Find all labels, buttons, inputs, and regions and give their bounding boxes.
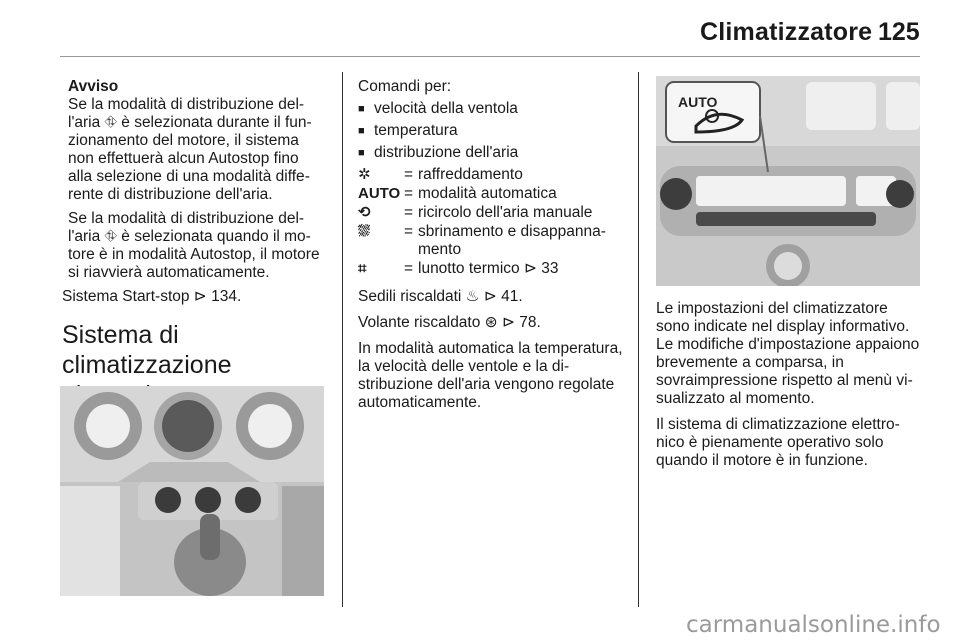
heated-wheel-reference: Volante riscaldato ⊛ ⊳ 78.: [358, 314, 541, 331]
note-paragraph-1: Se la modalità di distribuzione dell'aria ⛗ è selezionata durante il funzionamento del motore, il sistema non effettuerà alcun Autostop fino alla selezione di una modalità differente di distribuzione dell'aria.: [68, 96, 312, 203]
heated-seats-reference: Sedili riscaldati ♨ ⊳ 41.: [358, 288, 523, 305]
start-stop-reference: Sistema Start-stop ⊳ 134.: [62, 288, 242, 305]
legend-equals: =: [404, 185, 414, 202]
note-title: Avviso: [68, 78, 119, 95]
legend-text: raffreddamento: [418, 166, 523, 183]
page-header-title: Climatizzatore: [700, 18, 873, 46]
legend-text: sbrinamento e disappannamento: [418, 223, 606, 258]
legend-row-recirculation: [358, 204, 624, 222]
info-display-photo: [656, 76, 920, 286]
legend-text: lunotto termico ⊳ 33: [418, 260, 559, 277]
display-description: Le impostazioni del climatizzatore sono indicate nel display informativo. Le modifiche d'impostazione appaiono brevemente a comparsa, in sovraimpressione rispetto al menù visualizzato al momento.: [656, 300, 920, 407]
auto-button-label: AUTO: [678, 94, 718, 110]
legend-text: ricircolo dell'aria manuale: [418, 204, 593, 221]
legend-row-rear-window: [358, 260, 624, 278]
symbol-legend: [358, 166, 624, 278]
legend-equals: =: [404, 223, 414, 240]
left-column: [62, 78, 326, 410]
page-number: 125: [878, 18, 920, 46]
legend-equals: =: [404, 166, 414, 183]
controls-intro: Comandi per:: [358, 78, 452, 95]
legend-equals: =: [404, 204, 414, 221]
list-item: ■ velocità della ventola: [358, 100, 624, 118]
right-column: [656, 300, 922, 478]
legend-row-defrost: [358, 223, 624, 259]
rear-window-heating-icon: ⌗: [358, 260, 367, 277]
column-divider-1: [342, 72, 343, 607]
header-rule: [60, 56, 920, 57]
auto-icon: AUTO: [358, 185, 401, 202]
legend-row-cooling: [358, 166, 624, 184]
section-title: Sistema di climatizzazione: [62, 321, 232, 379]
list-item: ■ temperatura: [358, 122, 624, 140]
operative-note: Il sistema di climatizzazione elettronico è pienamente operativo solo quando il motore è in funzione.: [656, 416, 900, 469]
controls-list: [358, 100, 624, 162]
climate-panel-photo: [60, 386, 324, 596]
note-box: [68, 78, 326, 282]
snowflake-icon: ✲: [358, 166, 371, 183]
recirculation-icon: ⟲: [358, 204, 371, 221]
watermark: carmanualsonline.info: [686, 612, 941, 638]
list-item: ■ distribuzione dell'aria: [358, 144, 624, 162]
windscreen-defrost-icon: ⛆: [358, 223, 371, 240]
middle-column: [358, 78, 624, 420]
note-paragraph-2: Se la modalità di distribuzione dell'aria ⛗ è selezionata quando il motore è in modalità Autostop, il motore si riavvierà automaticamente.: [68, 210, 320, 281]
column-divider-2: [638, 72, 639, 607]
legend-equals: =: [404, 260, 414, 277]
legend-row-auto: [358, 185, 624, 203]
auto-mode-text: In modalità automatica la temperatura, la velocità delle ventole e la distribuzione dell'aria vengono regolate automaticamente.: [358, 340, 623, 411]
legend-text: modalità automatica: [418, 185, 557, 202]
